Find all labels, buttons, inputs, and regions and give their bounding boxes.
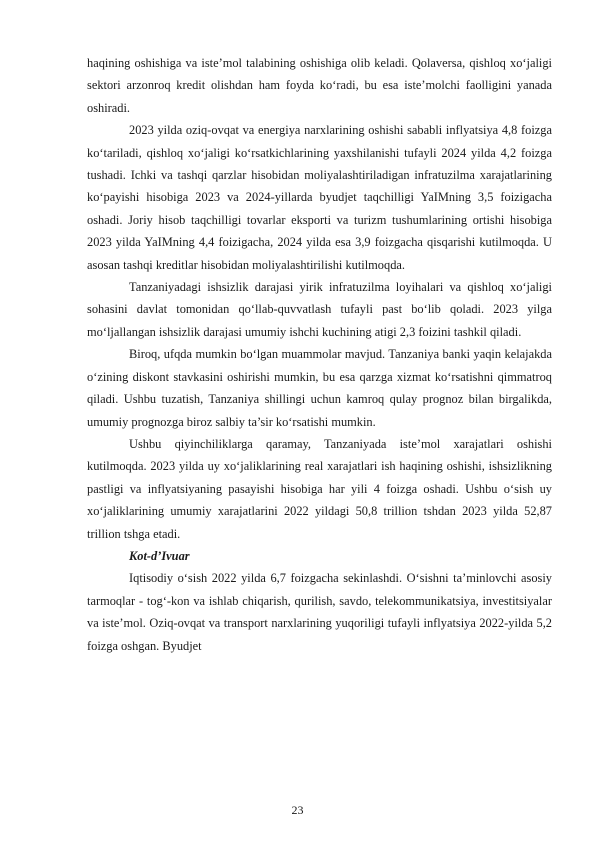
paragraph-consumer-spending: Ushbu qiyinchiliklarga qaramay, Tanzaniyada iste’mol xarajatlari oshishi kutilmoqda. 2023 yilda uy xo‘jaliklarining real xarajatlari ish haqining oshishi, ishsizlikning pastligi va inflyatsiyaning pasayishi hisobiga har yili 4 foizga oshadi. Ushbu o‘sish uy xo‘jaliklarining umumiy xarajatlarini 2022 yildagi 50,8 trillion tshdan 2023 yilda 52,87 trillion tshga etadi. <box>87 436 552 541</box>
paragraph-risks: Biroq, ufqda mumkin bo‘lgan muammolar mavjud. Tanzaniya banki yaqin kelajakda o‘zining diskont stavkasini oshirishi mumkin, bu esa qarzga xizmat ko‘rsatishni qimmatroq qiladi. Ushbu tuzatish, Tanzaniya shillingi uchun kamroq qulay prognoz bilan birgalikda, umumiy prognozga biroz salbiy ta’sir ko‘rsatishi mumkin. <box>87 347 552 429</box>
paragraph-cote-divoire: Iqtisodiy o‘sish 2022 yilda 6,7 foizgacha sekinlashdi. O‘sishni ta’minlovchi asosiy tarmoqlar - tog‘-kon va ishlab chiqarish, qurilish, savdo, telekommunikatsiya, investitsiyalar va iste’mol. Oziq-ovqat va transport narxlarining yuqoriligi tufayli inflyatsiya 2022-yilda 5,2 foizga oshgan. Byudjet <box>87 571 552 653</box>
paragraph-continuation: haqining oshishiga va iste’mol talabining oshishiga olib keladi. Qolaversa, qishloq xo‘jaligi sektori arzonroq kredit olishdan ham foyda ko‘radi, bu esa iste’molchi faolligini yanada oshiradi. <box>87 56 552 115</box>
section-heading: Kot-d’Ivuar <box>129 548 190 563</box>
document-page <box>87 52 552 657</box>
paragraph-inflation-outlook: 2023 yilda oziq-ovqat va energiya narxlarining oshishi sababli inflyatsiya 4,8 foizga ko‘tariladi, qishloq xo‘jaligi ko‘rsatkichlarining yaxshilanishi tufayli 2024 yilda 4,2 foizga tushadi. Ichki va tashqi qarzlar hisobidan moliyalashtiriladigan infratuzilma xarajatlarining ko‘payishi hisobiga 2023 va 2024-yillarda byudjet taqchilligi YaIMning 3,5 foizigacha oshadi. Joriy hisob taqchilligi tovarlar eksporti va turizm tushumlarining ortishi hisobiga 2023 yilda YaIMning 4,4 foizigacha, 2024 yilda esa 3,9 foizgacha qisqarishi kutilmoqda. U asosan tashqi kreditlar hisobidan moliyalashtirilishi kutilmoqda. <box>87 123 552 272</box>
page-number: 23 <box>291 803 304 817</box>
paragraph-unemployment: Tanzaniyadagi ishsizlik darajasi yirik infratuzilma loyihalari va qishloq xo‘jaligi sohasini davlat tomonidan qo‘llab-quvvatlash tufayli past bo‘lib qoladi. 2023 yilga mo‘ljallangan ishsizlik darajasi umumiy ishchi kuchining atigi 2,3 foizini tashkil qiladi. <box>87 280 552 339</box>
